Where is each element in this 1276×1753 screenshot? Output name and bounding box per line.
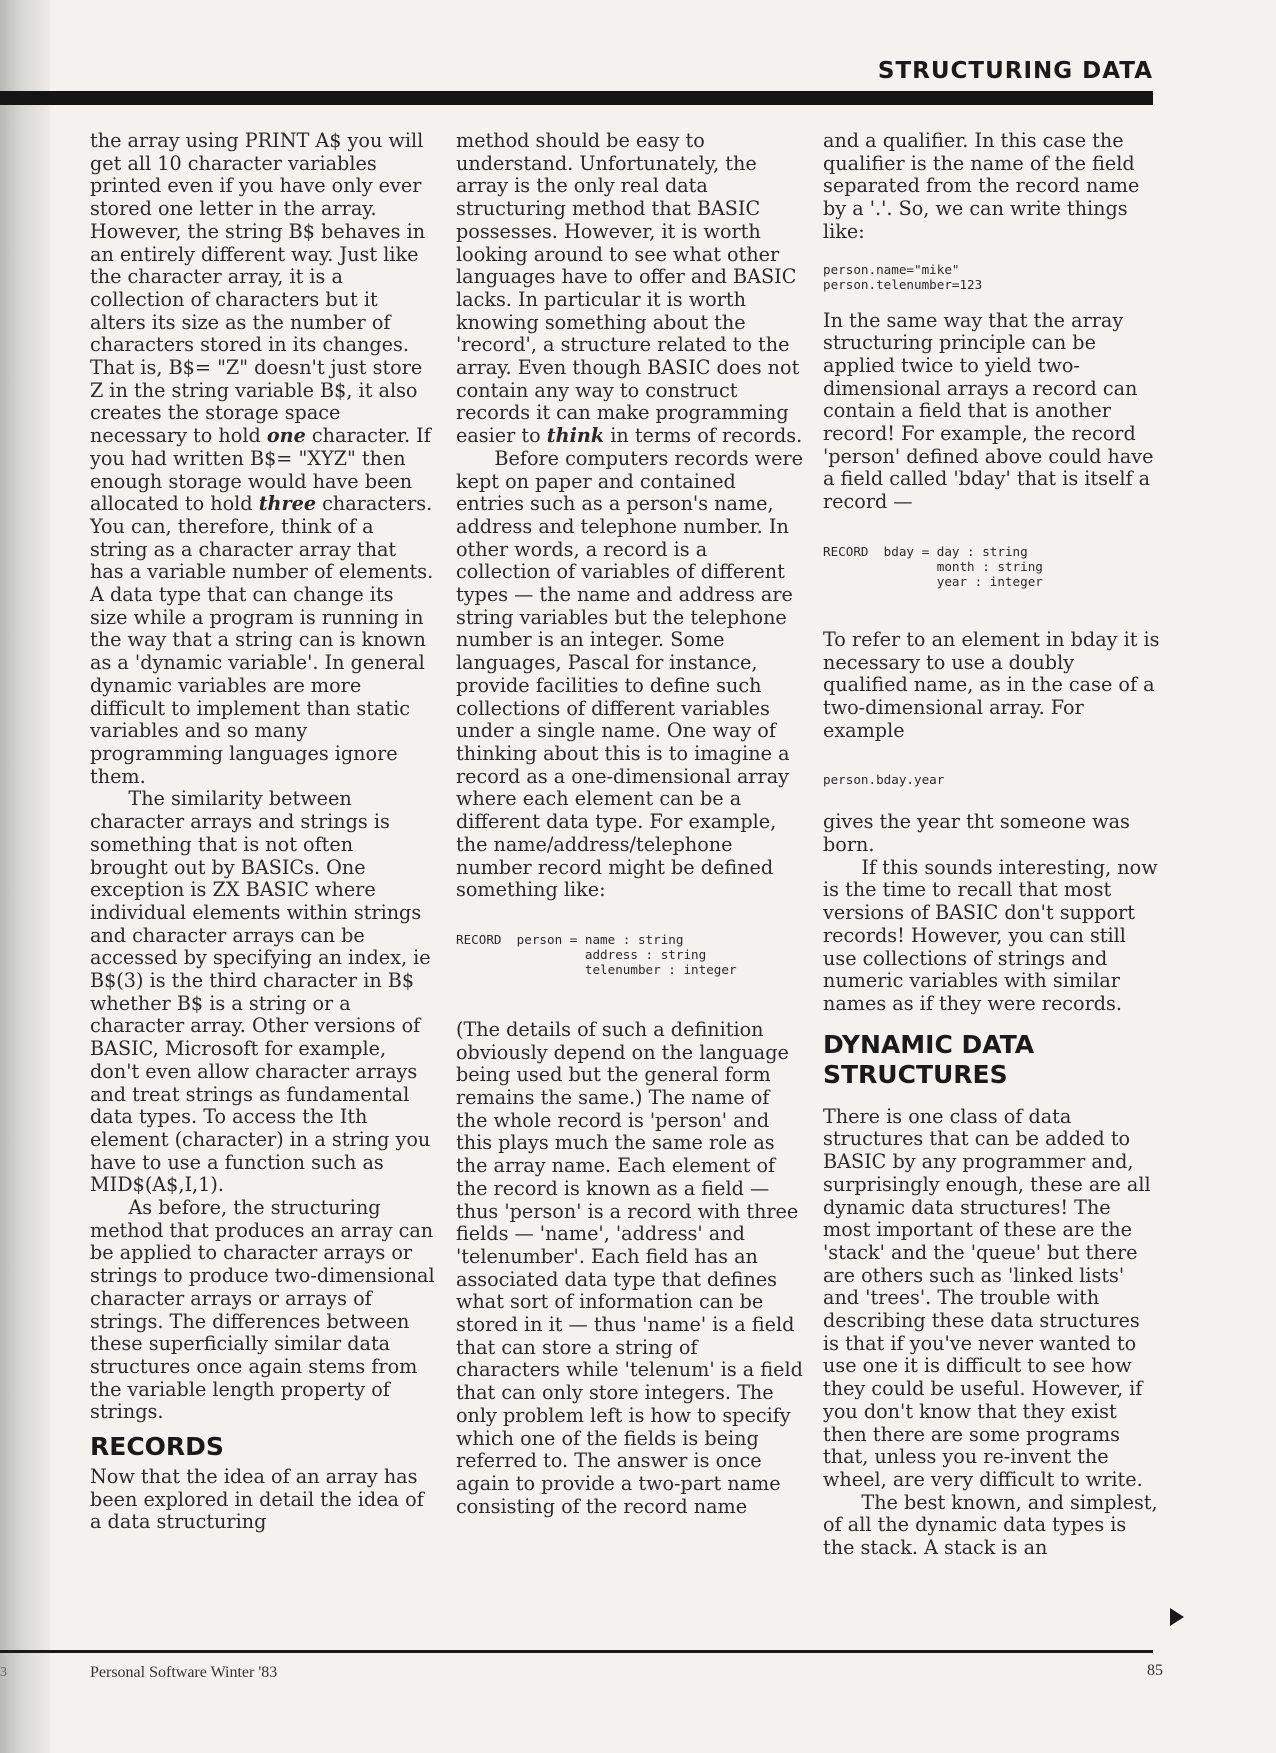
paragraph: method should be easy to understand. Unfortunately, the array is the only real data structuring method that BASIC possesses. However, it is worth looking around to see what other languages have to offer and BASIC lacks. In particular it is worth knowing something about the 'record', a structure related to the array. Even though BASIC does not contain any way to construct records it can make programming easier to think in terms of records. <box>456 129 803 448</box>
paragraph: (The details of such a definition obviously depend on the language being used but the general form remains the same.) The name of the whole record is 'person' and this plays much the same role as the array name. Each element of the record is known as a field — thus 'person' is a record with three fields — 'name', 'address' and 'telenumber'. Each field has an associated data type that defines what sort of information can be stored in it — thus 'name' is a field that can store a string of characters while 'telenum' is a field that can only store integers. The only problem left is how to specify which one of the fields is being referred to. The answer is once again to provide a two-part name consisting of the record name <box>456 1017 803 1518</box>
footer-rule <box>0 1650 1153 1653</box>
column-2 <box>456 130 806 1518</box>
column-3 <box>823 130 1161 1560</box>
emphasis: think <box>546 424 605 448</box>
emphasis: three <box>258 492 317 516</box>
code-record-person: RECORD person = name : string address : string telenumber : integer <box>456 931 737 977</box>
section-title: STRUCTURING DATA <box>877 58 1153 84</box>
code-record-bday: RECORD bday = day : string month : string year : integer <box>823 543 1043 589</box>
footer-page-number: 85 <box>1147 1662 1163 1679</box>
heading-records: RECORDS <box>90 1432 224 1462</box>
paragraph: and a qualifier. In this case the qualifier is the name of the field separated from the record name by a '.'. So, we can write things like: <box>823 129 1140 243</box>
emphasis: one <box>266 424 306 448</box>
footer-publication: Personal Software Winter '83 <box>90 1664 278 1681</box>
paragraph: Before computers records were kept on paper and contained entries such as a person's name, address and telephone number. In other words, a record is a collection of variables of different types — the name and address are string variables but the telephone number is an integer. Some languages, Pascal for instance, provide facilities to define such collections of different variables under a single name. One way of thinking about this is to imagine a record as a one-dimensional array where each element can be a different data type. For example, the name/address/telephone number record might be defined something like: <box>456 446 803 902</box>
paragraph: Now that the idea of an array has been explored in detail the idea of a data structuring <box>90 1465 424 1534</box>
paragraph: gives the year tht someone was born. <box>823 810 1130 857</box>
page-binding-shadow <box>0 0 50 1753</box>
paragraph: As before, the structuring method that produces an array can be applied to character arrays or strings to produce two-dimensional character arrays or arrays of strings. The differences between these superficially similar data structures once again stems from the variable length property of strings. <box>90 1196 435 1424</box>
facing-page-number: 3 <box>0 1665 7 1680</box>
heading-dynamic-data-structures: DYNAMIC DATA STRUCTURES <box>823 1029 1035 1089</box>
paragraph: The best known, and simplest, of all the dynamic data types is the stack. A stack is an <box>823 1490 1158 1560</box>
paragraph: the array using PRINT A$ you will get all 10 character variables printed even if you have only ever stored one letter in the array. However, the string B$ behaves in an entirely different way. Just like the character array, it is a collection of characters but it alters its size as the number of characters stored in its changes. That is, B$= "Z" doesn't just store Z in the string variable B$, it also creates the storage space necessary to hold one character. If you had written B$= "XYZ" then enough storage would have been allocated to hold three characters. You can, therefore, think of a string as a character array that has a variable number of elements. A data type that can change its size while a program is running in the way that a string can is known as a 'dynamic variable'. In general dynamic variables are more difficult to implement than static variables and so many programming languages ignore them. <box>90 129 434 788</box>
paragraph: If this sounds interesting, now is the time to recall that most versions of BASIC don't support records! However, you can still use collections of strings and numeric variables with similar names as if they were records. <box>823 855 1158 1015</box>
paragraph: The similarity between character arrays and strings is something that is not often brought out by BASICs. One exception is ZX BASIC where individual elements within strings and character arrays can be accessed by specifying an index, ie B$(3) is the third character in B$ whether B$ is a string or a character array. Other versions of BASIC, Microsoft for example, don't even allow character arrays and treat strings as fundamental data types. To access the Ith element (character) in a string you have to use a function such as MID$(A$,I,1). <box>90 787 431 1197</box>
continue-arrow-icon <box>1170 1608 1184 1626</box>
column-1 <box>90 130 435 1534</box>
paragraph: To refer to an element in bday it is necessary to use a doubly qualified name, as in the case of a two-dimensional array. For example <box>823 627 1160 742</box>
code-person-assign: person.name="mike" person.telenumber=123 <box>823 261 983 292</box>
paragraph: In the same way that the array structuring principle can be applied twice to yield two-dimensional arrays a record can contain a field that is another record! For example, the record 'person' defined above could have a field called 'bday' that is itself a record — <box>823 308 1154 514</box>
paragraph: There is one class of data structures that can be added to BASIC by any programmer and, surprisingly enough, these are all dynamic data structures! The most important of these are the 'stack' and the 'queue' but there are others such as 'linked lists' and 'trees'. The trouble with describing these data structures is that if you've never wanted to use one it is difficult to see how they could be useful. However, if you don't know that they exist then there are some programs that, unless you re-invent the wheel, are very difficult to write. <box>823 1104 1151 1491</box>
code-bday-year: person.bday.year <box>823 772 945 788</box>
header-rule <box>0 91 1153 105</box>
